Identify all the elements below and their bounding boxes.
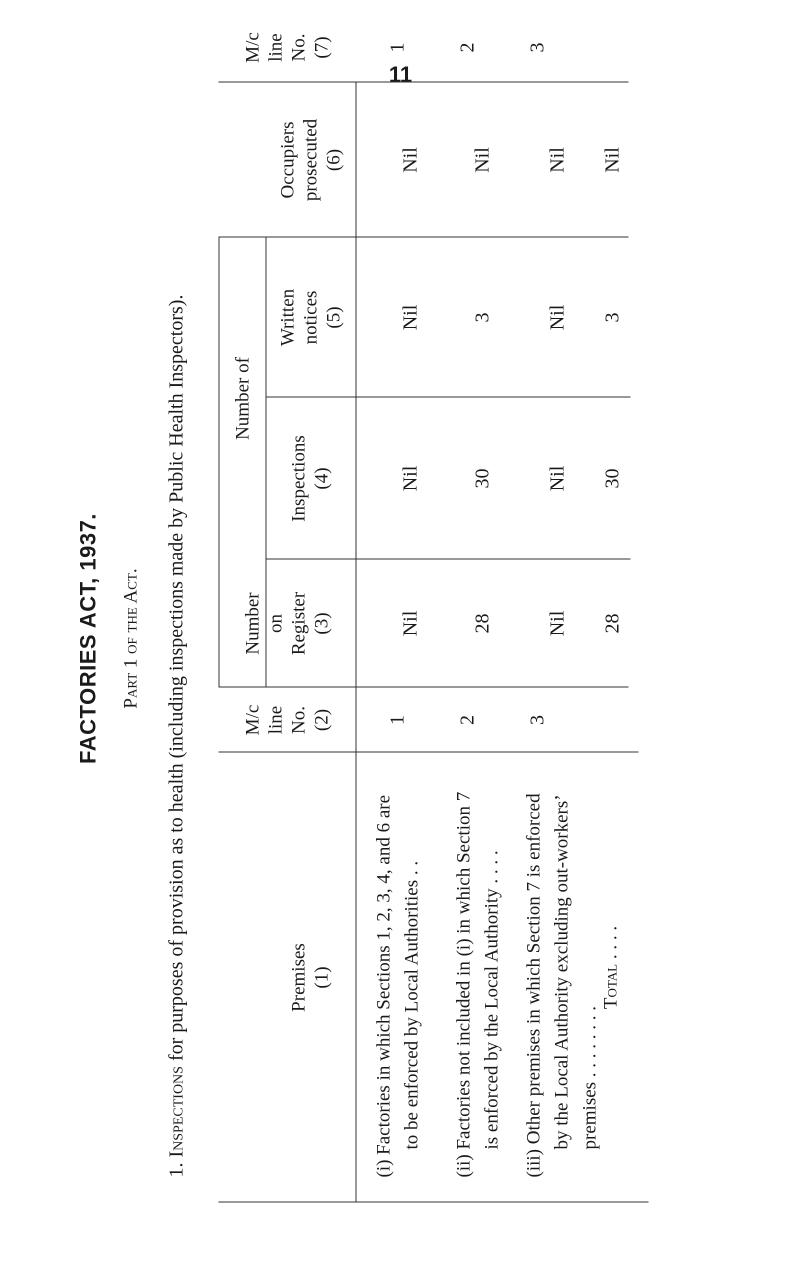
header-text: Occupiers [277, 121, 298, 199]
premises-text: premises . . . . . . . . [579, 1005, 601, 1150]
notices-1: Nil [399, 304, 422, 331]
register-2: 28 [471, 613, 494, 634]
page-content [1, 0, 801, 1278]
mc-right-1: 1 [386, 42, 409, 53]
prosecuted-1: Nil [399, 147, 422, 173]
caption-rest: for purposes of provision as to health (including inspections made by Public Health Inspectors). [165, 294, 188, 1062]
header-occupiers-prosecuted [269, 83, 353, 238]
mc-left-3: 3 [526, 715, 549, 725]
header-mc-line-left [223, 688, 353, 753]
header-text: line [265, 705, 287, 735]
total-label: Total [600, 963, 622, 1010]
premises-text: by the Local Authority excluding out-workers’ [551, 794, 573, 1150]
total-prosecuted: Nil [601, 147, 624, 173]
notices-3: Nil [546, 304, 569, 331]
header-premises [271, 753, 351, 1203]
header-text: M/c [242, 32, 264, 63]
header-text: Number [242, 592, 264, 655]
part-rest: of the Act. [120, 568, 142, 654]
premises-text: is enforced by the Local Authority . . . . [481, 850, 503, 1150]
header-mc-line-right [223, 13, 353, 83]
rule-number-of-top [219, 238, 220, 688]
header-text: No. [288, 33, 310, 62]
prosecuted-3: Nil [546, 147, 569, 173]
header-text: on [265, 614, 287, 633]
document-title: FACTORIES ACT, 1937. [75, 513, 101, 764]
caption-lead: Inspections [165, 1066, 188, 1158]
inspections-2: 30 [471, 468, 494, 489]
header-written-notices [269, 238, 353, 398]
mc-left-2: 2 [456, 715, 479, 725]
header-text: (3) [311, 612, 333, 635]
total-row-label [601, 758, 623, 1178]
notices-2: 3 [471, 312, 494, 323]
inspections-3: Nil [546, 465, 569, 492]
premises-row-3 [521, 758, 605, 1178]
register-1: Nil [399, 610, 422, 637]
header-number-on-register [223, 560, 353, 688]
total-dots: . . . . [600, 925, 622, 960]
caption-number: 1. [165, 1162, 188, 1178]
header-text: (5) [323, 306, 344, 329]
premises-text: (i) Factories in which Sections 1, 2, 3, 4, and 6 are [373, 794, 395, 1178]
header-text: (2) [311, 708, 333, 732]
register-3: Nil [546, 610, 569, 637]
header-text: (7) [311, 36, 333, 59]
mc-right-3: 3 [526, 42, 549, 53]
header-text: (4) [311, 467, 333, 490]
header-premises-label: Premises [288, 943, 310, 1012]
table-caption [166, 295, 189, 1178]
total-notices: 3 [601, 312, 624, 323]
prosecuted-2: Nil [471, 147, 494, 173]
header-text: Register [288, 591, 310, 656]
header-text: notices [300, 290, 321, 345]
premises-row-2 [451, 758, 507, 1178]
part-label: Part 1 [120, 658, 142, 709]
header-number-of [223, 238, 263, 560]
header-text: Inspections [288, 435, 310, 522]
inspections-1: Nil [399, 465, 422, 492]
premises-text: to be enforced by Local Authorities . . [401, 860, 423, 1150]
rotated-page [1, 0, 801, 1278]
header-text: Number of [232, 357, 253, 440]
page-number: 11 [388, 62, 413, 87]
header-inspections [269, 398, 353, 560]
premises-row-1 [371, 758, 427, 1178]
header-premises-num: (1) [311, 966, 333, 989]
header-text: M/c [242, 704, 264, 736]
total-inspections: 30 [601, 468, 624, 489]
header-text: (6) [323, 148, 344, 172]
premises-text: (ii) Factories not included in (i) in which Section 7 [453, 791, 475, 1178]
total-register: 28 [601, 613, 624, 634]
mc-right-2: 2 [456, 42, 479, 53]
part-heading [121, 0, 143, 1278]
rule-header-bottom [356, 83, 357, 1203]
header-text: Written [277, 288, 298, 347]
header-text: prosecuted [300, 118, 321, 202]
header-text: No. [288, 706, 310, 734]
premises-text: (iii) Other premises in which Section 7 is enforced [523, 793, 545, 1178]
mc-left-1: 1 [386, 715, 409, 725]
header-text: line [265, 33, 287, 62]
